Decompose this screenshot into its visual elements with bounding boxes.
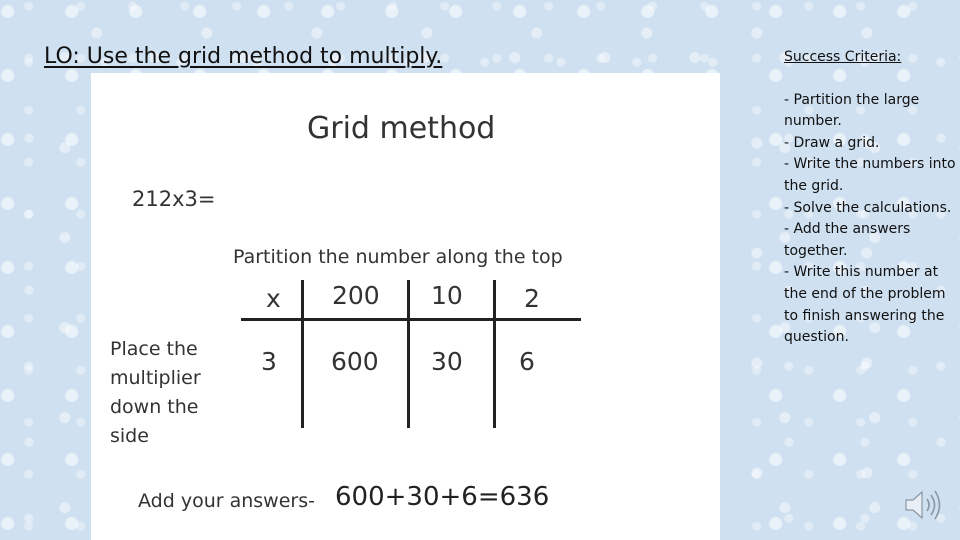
success-criteria [784, 47, 956, 349]
grid-header-cell: 200 [332, 281, 380, 310]
speaker-icon[interactable] [903, 487, 943, 523]
problem-text: 212x3= [132, 187, 216, 211]
grid-vertical-line [493, 280, 496, 428]
grid-row-cell: 3 [261, 347, 277, 376]
success-criteria-item: - Solve the calculations. [784, 199, 952, 216]
grid-horizontal-line [241, 318, 581, 321]
add-answers-sum: 600+30+6=636 [335, 482, 550, 512]
add-answers-label: Add your answers- [138, 490, 315, 512]
grid-row-cell: 600 [331, 347, 379, 376]
success-criteria-item: - Add the answers together. [784, 221, 911, 259]
success-criteria-item: - Draw a grid. [784, 134, 880, 151]
grid-vertical-line [407, 280, 410, 428]
grid-method-image [91, 73, 720, 540]
grid-header-cell: 2 [524, 284, 540, 313]
partition-caption: Partition the number along the top [233, 246, 563, 268]
success-criteria-item: - Write this number at the end of the problem to finish answering the question. [784, 264, 946, 346]
grid-header-cell: 10 [431, 281, 463, 310]
success-criteria-item: - Partition the large number. [784, 91, 920, 130]
grid-vertical-line [301, 280, 304, 428]
page-title: LO: Use the grid method to multiply. [44, 44, 443, 69]
success-criteria-title: Success Criteria: [784, 49, 902, 65]
grid-header-cell: x [266, 284, 281, 313]
grid-method-title: Grid method [307, 111, 496, 146]
grid-row-cell: 6 [519, 347, 535, 376]
grid-row-cell: 30 [431, 347, 463, 376]
success-criteria-item: - Write the numbers into the grid. [784, 156, 956, 194]
multiplier-caption: Place the multiplier down the side [110, 338, 201, 447]
